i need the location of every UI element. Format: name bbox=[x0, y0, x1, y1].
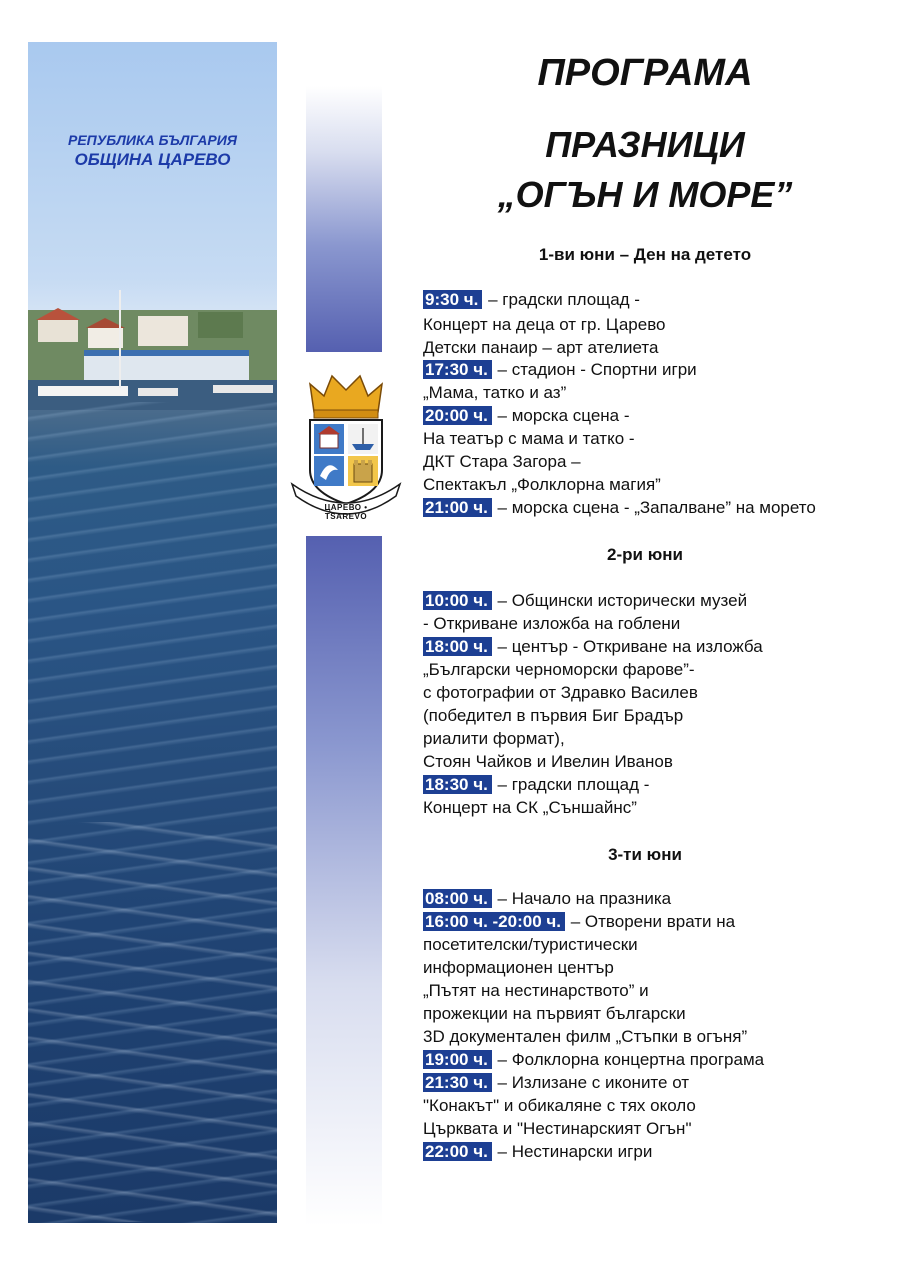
event-text: (победител в първия Биг Брадър bbox=[423, 706, 684, 725]
program-line bbox=[423, 1096, 696, 1116]
day1-heading: 1-ви юни – Ден на детето bbox=[538, 245, 752, 264]
time-tag: 08:00 ч. bbox=[423, 889, 492, 908]
program-line bbox=[423, 1073, 689, 1093]
event-text: Църквата и "Нестинарският Огън" bbox=[423, 1119, 692, 1138]
program-line bbox=[423, 660, 695, 680]
event-text: – Отворени врати на bbox=[565, 912, 736, 931]
event-text: – градски площад - bbox=[492, 775, 650, 794]
event-text: На театър с мама и татко - bbox=[423, 429, 635, 448]
program-line bbox=[423, 683, 698, 703]
time-tag: 18:00 ч. bbox=[423, 637, 492, 656]
program-line bbox=[423, 798, 637, 818]
event-text: – морска сцена - „Запалване” на морето bbox=[492, 498, 816, 517]
program-line bbox=[423, 591, 747, 611]
time-tag: 22:00 ч. bbox=[423, 1142, 492, 1161]
event-text: информационен център bbox=[423, 958, 614, 977]
day3-heading: 3-ти юни bbox=[608, 845, 682, 864]
program-line bbox=[423, 889, 671, 909]
day2-heading: 2-ри юни bbox=[607, 545, 683, 564]
event-text: „Български черноморски фарове”- bbox=[423, 660, 695, 679]
event-text: – градски площад - bbox=[483, 290, 640, 309]
event-text: – Нестинарски игри bbox=[492, 1142, 653, 1161]
event-text: „Пътят на нестинарството” и bbox=[423, 981, 649, 1000]
harbor-town-illustration bbox=[28, 290, 277, 410]
program-line bbox=[423, 452, 581, 472]
program-line bbox=[423, 912, 735, 932]
event-text: "Конакът" и обикаляне с тях около bbox=[423, 1096, 696, 1115]
event-text: ДКТ Стара Загора – bbox=[423, 452, 581, 471]
program-line bbox=[423, 1142, 652, 1162]
program-line bbox=[423, 406, 630, 426]
event-text: – Общински исторически музей bbox=[492, 591, 748, 610]
crest-ribbon-text: ЦАРЕВО • TSAREVO bbox=[324, 503, 368, 521]
program-line bbox=[423, 729, 565, 749]
country-label: РЕПУБЛИКА БЪЛГАРИЯ bbox=[68, 132, 237, 148]
program-line bbox=[423, 752, 673, 772]
program-line bbox=[423, 290, 640, 310]
time-tag: 19:00 ч. bbox=[423, 1050, 492, 1069]
event-text: посетителски/туристически bbox=[423, 935, 638, 954]
event-text: Спектакъл „Фолклорна магия” bbox=[423, 475, 661, 494]
event-text: – Фолклорна концертна програма bbox=[492, 1050, 765, 1069]
program-line bbox=[423, 637, 763, 657]
event-text: 3D документален филм „Стъпки в огъня” bbox=[423, 1027, 748, 1046]
program-line bbox=[423, 1004, 686, 1024]
event-text: – морска сцена - bbox=[492, 406, 630, 425]
time-tag: 9:30 ч. bbox=[423, 290, 482, 309]
program-line bbox=[423, 383, 566, 403]
program-line bbox=[423, 429, 635, 449]
event-text: – Начало на празника bbox=[492, 889, 672, 908]
event-text: „Мама, татко и аз” bbox=[423, 383, 567, 402]
event-text: - Откриване изложба на гоблени bbox=[423, 614, 681, 633]
page-subtitle-2: „ОГЪН И МОРЕ” bbox=[497, 174, 793, 215]
program-line bbox=[423, 981, 649, 1001]
gradient-bar-top bbox=[306, 86, 382, 352]
program-line bbox=[423, 775, 649, 795]
gradient-bar-bottom bbox=[306, 536, 382, 1226]
event-text: прожекции на първият български bbox=[423, 1004, 686, 1023]
event-text: Стоян Чайков и Ивелин Иванов bbox=[423, 752, 673, 771]
event-text: риалити формат), bbox=[423, 729, 565, 748]
program-line bbox=[423, 315, 666, 335]
time-tag: 20:00 ч. bbox=[423, 406, 492, 425]
time-tag: 18:30 ч. bbox=[423, 775, 492, 794]
program-line bbox=[423, 1050, 764, 1070]
event-text: с фотографии от Здравко Василев bbox=[423, 683, 698, 702]
tsarevo-coat-of-arms-icon bbox=[286, 372, 406, 522]
program-line bbox=[423, 338, 658, 358]
wave-texture bbox=[28, 822, 277, 1222]
event-text: – център - Откриване на изложба bbox=[492, 637, 763, 656]
program-line bbox=[423, 1119, 691, 1139]
sea-photo bbox=[28, 42, 277, 1223]
program-line bbox=[423, 935, 638, 955]
event-text: – Излизане с иконите от bbox=[492, 1073, 690, 1092]
time-tag: 10:00 ч. bbox=[423, 591, 492, 610]
program-line bbox=[423, 614, 680, 634]
program-line bbox=[423, 958, 614, 978]
program-line bbox=[423, 360, 697, 380]
event-text: – стадион - Спортни игри bbox=[492, 360, 697, 379]
time-tag: 17:30 ч. bbox=[423, 360, 492, 379]
page-subtitle-1: ПРАЗНИЦИ bbox=[545, 124, 745, 165]
program-line bbox=[423, 475, 661, 495]
program-line bbox=[423, 498, 816, 518]
program-line bbox=[423, 706, 683, 726]
event-text: Детски панаир – арт ателиета bbox=[423, 338, 659, 357]
municipality-label: ОБЩИНА ЦАРЕВО bbox=[74, 150, 231, 169]
time-tag: 16:00 ч. -20:00 ч. bbox=[423, 912, 565, 931]
time-tag: 21:00 ч. bbox=[423, 498, 492, 517]
time-tag: 21:30 ч. bbox=[423, 1073, 492, 1092]
program-line bbox=[423, 1027, 747, 1047]
page-title: ПРОГРАМА bbox=[537, 52, 753, 94]
event-text: Концерт на деца от гр. Царево bbox=[423, 315, 666, 334]
event-text: Концерт на СК „Съншайнс” bbox=[423, 798, 637, 817]
